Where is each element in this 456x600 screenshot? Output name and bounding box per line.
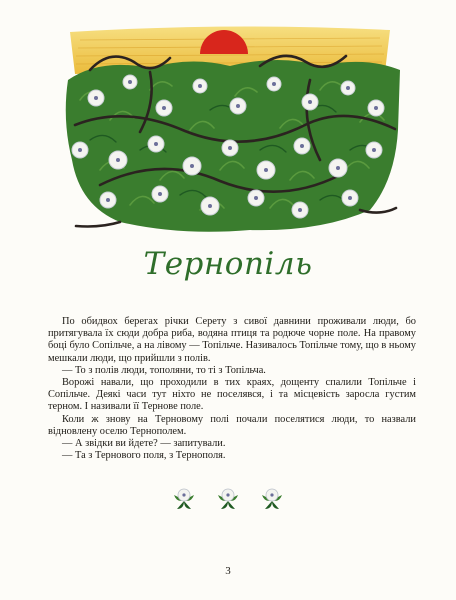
blackthorn-illustration (60, 10, 400, 240)
blossom-ornament-icon (171, 485, 197, 513)
blossom-ornament-icon (259, 485, 285, 513)
paragraph: — Та з Тернового поля, з Тернополя. (62, 450, 226, 462)
page-number: 3 (225, 565, 231, 577)
paragraph: По обидвох берегах річки Серету з сивої давнини проживали люди, бо притягувала їх сюди добра риба, водяна птиця та родюче чорне поле. На правому боці було Сопільче, а на лівому — Топільче. Називалось Топільче тому, що в ньому мешкали люди, що прийшли з полів. (48, 316, 416, 364)
story-text (48, 316, 416, 462)
paragraph: Ворожі навали, що проходили в тих краях, дощенту спалили Топільче і Сопільче. Деякі часи тут ніхто не поселявся, і та місцевість заросла густим терном. І називали її Тернове поле. (48, 377, 416, 413)
page-title: Тернопіль (143, 246, 313, 282)
paragraph: Коли ж знову на Терновому полі почали поселятися люди, то назвали відновлену оселю Тернополем. (48, 413, 416, 437)
paragraph: — А звідки ви йдете? — запитували. (62, 438, 226, 450)
blossom-ornaments (0, 485, 456, 513)
blossom-ornament-icon (215, 485, 241, 513)
paragraph: — То з полів люди, тополяни, то ті з Топільча. (62, 364, 266, 376)
